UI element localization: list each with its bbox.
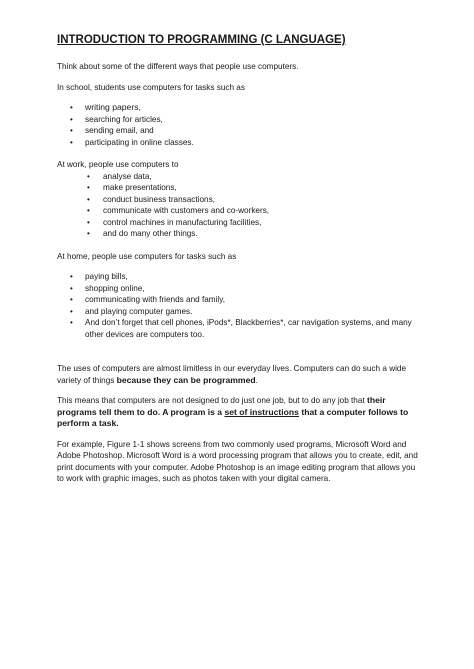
work-lead: At work, people use computers to: [57, 160, 179, 169]
school-lead: In school, students use computers for tasks such as: [57, 82, 245, 92]
document-body: [57, 33, 419, 485]
list-item: • searching for articles,: [70, 114, 163, 124]
home-lead: At home, people use computers for tasks such as: [57, 251, 237, 261]
list-item: • communicate with customers and co-workers,: [87, 206, 270, 215]
bullet-icon: •: [87, 171, 90, 181]
bullet-icon: •: [70, 283, 73, 293]
bullet-icon: •: [87, 217, 90, 227]
bullet-icon: •: [87, 183, 90, 192]
list-item: • communicating with friends and family,: [70, 295, 226, 304]
work-list: [57, 171, 419, 240]
list-item: • sending email, and: [70, 126, 154, 135]
intro-paragraph: Think about some of the different ways that people use computers.: [57, 62, 299, 71]
list-item: • analyse data,: [87, 171, 152, 181]
paragraph-uses: The uses of computers are almost limitless in our everyday lives. Computers can do such a wide variety of things because they can be programmed.: [57, 364, 407, 385]
bullet-icon: •: [70, 114, 73, 124]
paragraph-programs: This means that computers are not designed to do just one job, but to do any job that their programs tell them to do. A program is a set of instructions that a computer follows to perform a task.: [57, 395, 409, 428]
bullet-icon: •: [70, 103, 73, 112]
bullet-icon: •: [70, 306, 73, 316]
list-item: • control machines in manufacturing facilities,: [87, 217, 262, 227]
list-item: • shopping online,: [70, 283, 145, 293]
bullet-icon: •: [70, 295, 73, 304]
document-title: INTRODUCTION TO PROGRAMMING (C LANGUAGE): [57, 34, 346, 46]
bullet-icon: •: [70, 126, 73, 135]
bullet-icon: •: [87, 229, 90, 238]
paragraph-example: For example, Figure 1-1 shows screens from two commonly used programs, Microsoft Word and Adobe Photoshop. Microsoft Word is a word processing program that allows you to create, edit, and print documents with your computer. Adobe Photoshop is an image editing program that allows you to work with graphic images, such as photos taken with your digital camera.: [57, 439, 418, 483]
list-item: • make presentations,: [87, 183, 177, 192]
bullet-icon: •: [70, 272, 73, 281]
list-item: • paying bills,: [70, 272, 128, 281]
list-item: • And don’t forget that cell phones, iPods*, Blackberries*, car navigation systems, and many other devices are computers too.: [70, 318, 412, 339]
list-item: • writing papers,: [70, 102, 141, 112]
list-item: • and playing computer games.: [70, 306, 193, 316]
bullet-icon: •: [87, 194, 90, 204]
bullet-icon: •: [70, 318, 73, 327]
home-list: [57, 271, 419, 340]
list-item: • conduct business transactions,: [87, 194, 215, 204]
list-item: • and do many other things.: [87, 229, 198, 238]
bullet-icon: •: [70, 137, 73, 147]
list-item: • participating in online classes.: [70, 137, 194, 147]
school-list: [57, 102, 419, 148]
bullet-icon: •: [87, 206, 90, 215]
